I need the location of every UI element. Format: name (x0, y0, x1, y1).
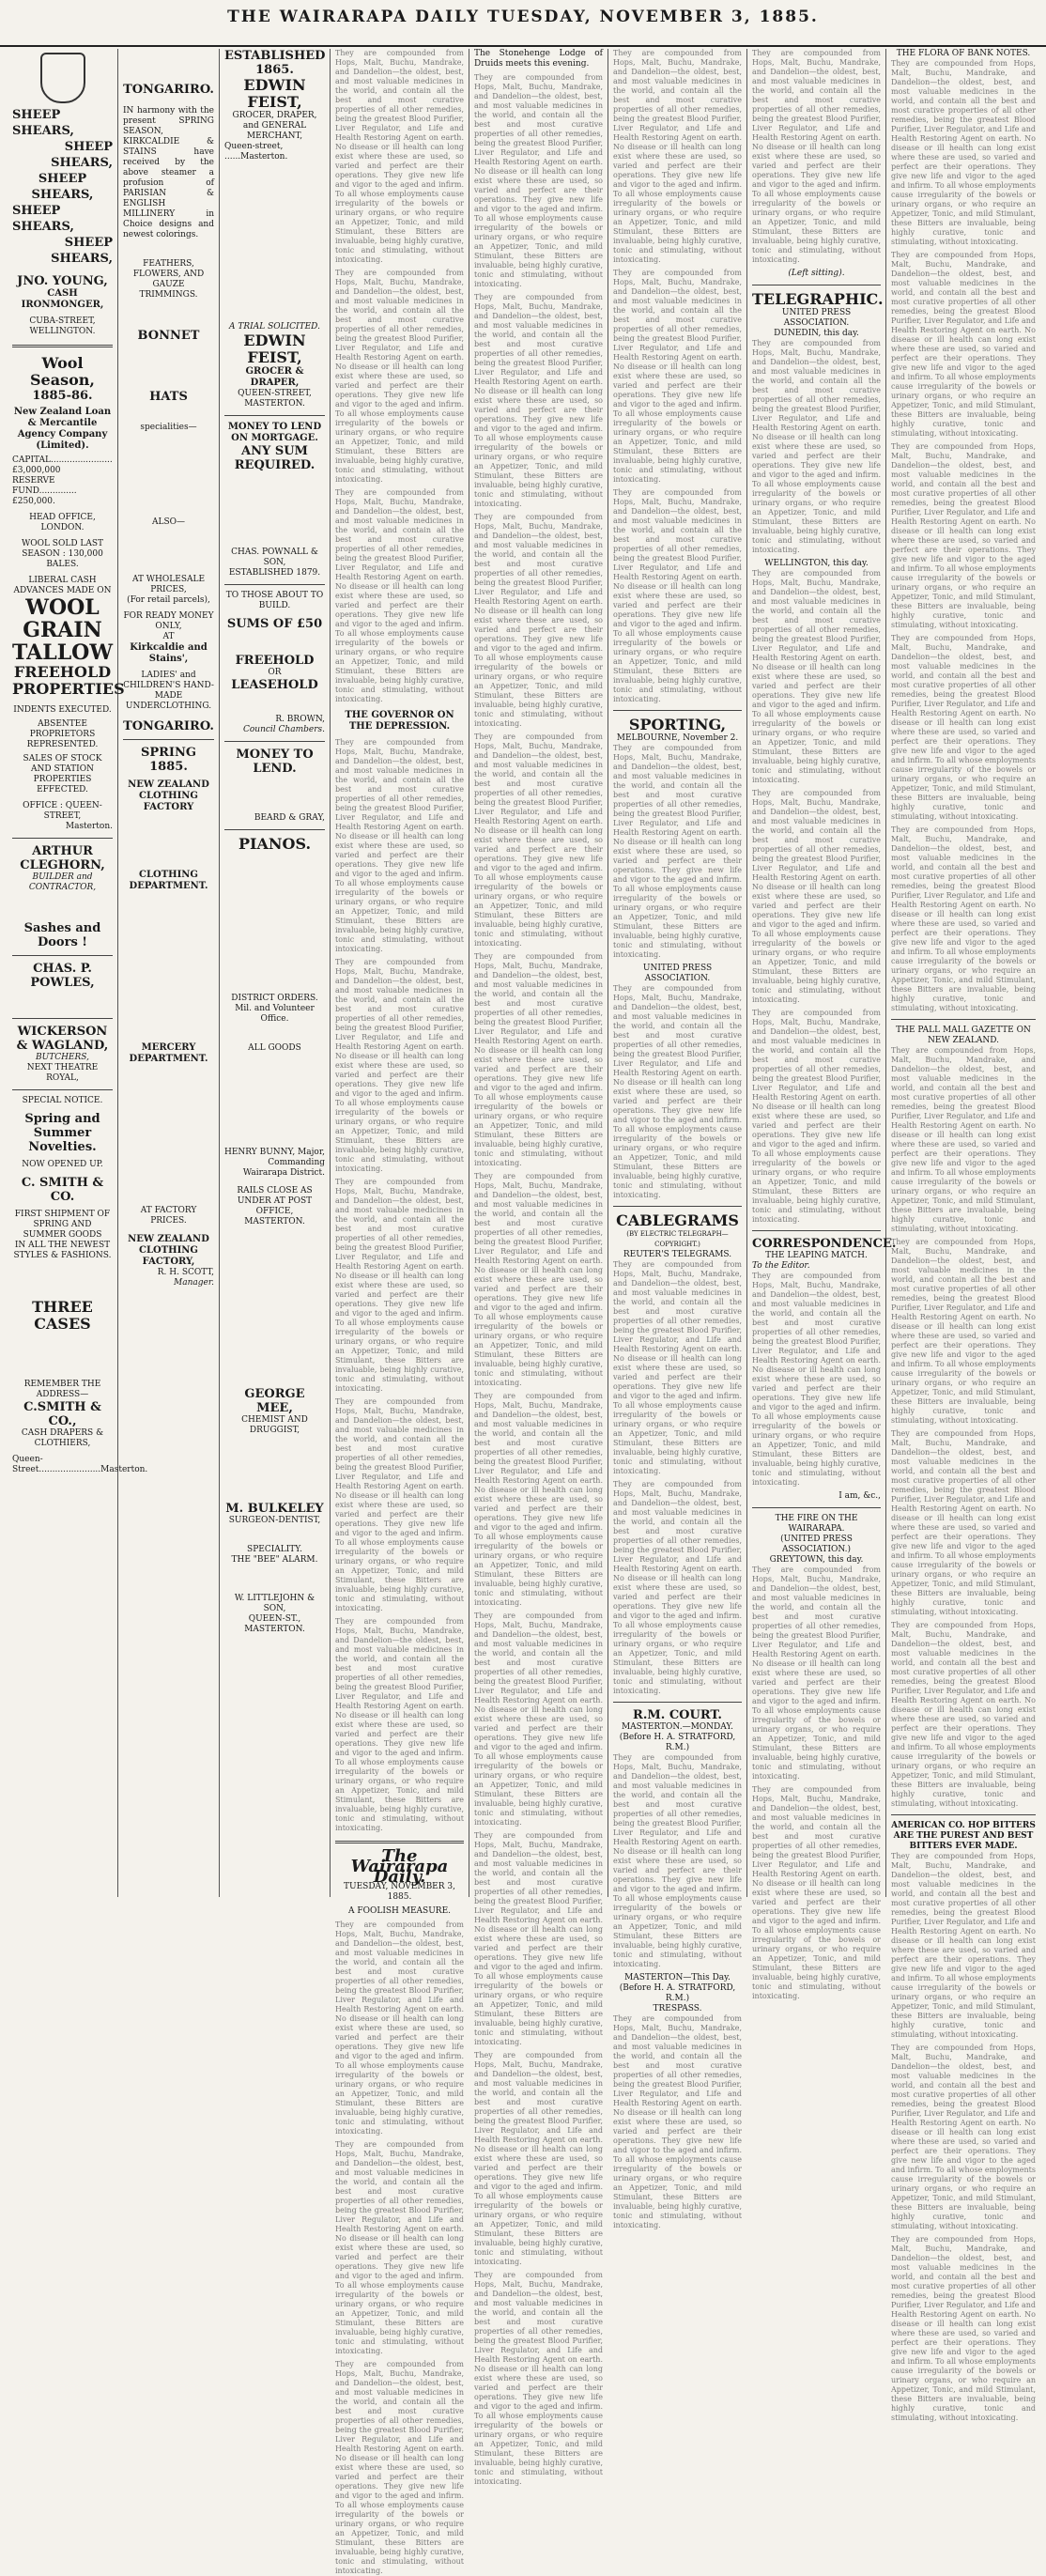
body-text: They are compounded from Hops, Malt, Buchu, Mandrake, and Dandelion—the oldest, best, and most valuable medicines in the world, and contain all the best and most curative properties of all other remedies, being the greatest Blood Purifier, Liver Regulator, and Life and Health Restoring Agent on earth. No disease or ill health can long exist where these are used, so varied and perfect are their operations. They give new life and vigor to the aged and infirm. To all whose employments cause irregularity of the bowels or urinary organs, or who require an Appetizer, Tonic, and mild Stimulant, these Bitters are invaluable, being highly curative, tonic and stimulating, without intoxicating. (474, 73, 603, 288)
page-title: THE WAIRARAPA DAILY TUESDAY, NOVEMBER 3, 1885. (227, 8, 819, 26)
divider (613, 1206, 742, 1207)
beard-gray: BEARD & GRAY, (254, 813, 325, 823)
volunteer-office: Mil. and Volunteer Office. (235, 1004, 315, 1024)
body-text: They are compounded from Hops, Malt, Buchu, Mandrake, and Dandelion—the oldest, best, and most valuable medicines in the world, and contain all the best and most curative properties of all other remedies, being the greatest Blood Purifier, Liver Regulator, and Life and Health Restoring Agent on earth. No disease or ill health can long exist where these are used, so varied and perfect are their operations. They give new life and vigor to the aged and infirm. To all whose employments cause irregularity of the bowels or urinary organs, or who require an Appetizer, Tonic, and mild Stimulant, these Bitters are invaluable, being highly curative, tonic and stimulating, without intoxicating. (891, 2044, 1036, 2230)
factory-prices: AT FACTORY PRICES. (140, 1206, 197, 1226)
body-text: They are compounded from Hops, Malt, Buchu, Mandrake, and Dandelion—the oldest, best, and most valuable medicines in the world, and contain all the best and most curative properties of all other remedies, being the greatest Blood Purifier, Liver Regulator, and Life and Health Restoring Agent on earth. No disease or ill health can long exist where these are used, so varied and perfect are their operations. They give new life and vigor to the aged and infirm. To all whose employments cause irregularity of the bowels or urinary organs, or who require an Appetizer, Tonic, and mild Stimulant, these Bitters are invaluable, being highly curative, tonic and stimulating, without intoxicating. (474, 2271, 603, 2486)
correspondence-heading: CORRESPONDENCE. (752, 1237, 897, 1251)
body-text: They are compounded from Hops, Malt, Buchu, Mandrake, and Dandelion—the oldest, best, and most valuable medicines in the world, and contain all the best and most curative properties of all other remedies, being the greatest Blood Purifier, Liver Regulator, and Life and Health Restoring Agent on earth. No disease or ill health can long exist where these are used, so varied and perfect are their operations. They give new life and vigor to the aged and infirm. To all whose employments cause irregularity of the bowels or urinary organs, or who require an Appetizer, Tonic, and mild Stimulant, these Bitters are invaluable, being highly curative, tonic and stimulating, without intoxicating. (613, 1753, 742, 1968)
body-text: They are compounded from Hops, Malt, Buchu, Mandrake, and Dandelion—the oldest, best, and most valuable medicines in the world, and contain all the best and most curative properties of all other remedies, being the greatest Blood Purifier, Liver Regulator, and Life and Health Restoring Agent on earth. No disease or ill health can long exist where these are used, so varied and perfect are their operations. They give new life and vigor to the aged and infirm. To all whose employments cause irregularity of the bowels or urinary organs, or who require an Appetizer, Tonic, and mild Stimulant, these Bitters are invaluable, being highly curative, tonic and stimulating, without intoxicating. (474, 293, 603, 508)
rails-close: RAILS CLOSE AS UNDER AT POST OFFICE, MASTERTON. (237, 1186, 313, 1226)
rm-court-heading: R.M. COURT. (633, 1708, 722, 1722)
grain-heading: GRAIN (23, 618, 102, 642)
feist-trade: GROCER, DRAPER, and GENERAL MERCHANT, (232, 111, 317, 141)
body-text: They are compounded from Hops, Malt, Buchu, Mandrake, and Dandelion—the oldest, best, and most valuable medicines in the world, and contain all the best and most curative properties of all other remedies, being the greatest Blood Purifier, Liver Regulator, and Life and Health Restoring Agent on earth. No disease or ill health can long exist where these are used, so varied and perfect are their operations. They give new life and vigor to the aged and infirm. To all whose employments cause irregularity of the bowels or urinary organs, or who require an Appetizer, Tonic, and mild Stimulant, these Bitters are invaluable, being highly curative, tonic and stimulating, without intoxicating. (752, 1009, 881, 1224)
pall-mall-heading: THE PALL MALL GAZETTE ON NEW ZEALAND. (896, 1026, 1031, 1045)
nzl-company: New Zealand Loan & Mercantile Agency Company (Limited). (13, 407, 112, 451)
column-2 (118, 49, 220, 1897)
divider (891, 1019, 1036, 1020)
body-text: They are compounded from Hops, Malt, Buchu, Mandrake, and Dandelion—the oldest, best, and most valuable medicines in the world, and contain all the best and most curative properties of all other remedies, being the greatest Blood Purifier, Liver Regulator, and Life and Health Restoring Agent on earth. No disease or ill health can long exist where these are used, so varied and perfect are their operations. They give new life and vigor to the aged and infirm. To all whose employments cause irregularity of the bowels or urinary organs, or who require an Appetizer, Tonic, and mild Stimulant, these Bitters are invaluable, being highly curative, tonic and stimulating, without intoxicating. (891, 1238, 1036, 1425)
body-text: They are compounded from Hops, Malt, Buchu, Mandrake, and Dandelion—the oldest, best, and most valuable medicines in the world, and contain all the best and most curative properties of all other remedies, being the greatest Blood Purifier, Liver Regulator, and Life and Health Restoring Agent on earth. No disease or ill health can long exist where these are used, so varied and perfect are their operations. They give new life and vigor to the aged and infirm. To all whose employments cause irregularity of the bowels or urinary organs, or who require an Appetizer, Tonic, and mild Stimulant, these Bitters are invaluable, being highly curative, tonic and stimulating, without intoxicating. (335, 2140, 464, 2355)
before-stratford-2: (Before H. A. STRATFORD, R.M.) (619, 1983, 736, 2003)
properties-heading: PROPERTIES (12, 680, 125, 698)
divider (613, 710, 742, 711)
wellington-dateline: WELLINGTON, this day. (764, 559, 869, 568)
reuters: REUTER'S TELEGRAMS. (623, 1250, 732, 1259)
freehold: FREEHOLD (235, 654, 315, 668)
sheep-shears-line: SHEEP SHEARS, (51, 140, 113, 170)
divider (224, 829, 325, 830)
capital: CAPITAL.......................£3,000,000 (12, 455, 113, 475)
body-text: They are compounded from Hops, Malt, Buchu, Mandrake, and Dandelion—the oldest, best, and most valuable medicines in the world, and contain all the best and most curative properties of all other remedies, being the greatest Blood Purifier, Liver Regulator, and Life and Health Restoring Agent on earth. No disease or ill health can long exist where these are used, so varied and perfect are their operations. They give new life and vigor to the aged and infirm. To all whose employments cause irregularity of the bowels or urinary organs, or who require an Appetizer, Tonic, and mild Stimulant, these Bitters are invaluable, being highly curative, tonic and stimulating, without intoxicating. (752, 1566, 881, 1781)
all-goods: ALL GOODS (248, 1043, 301, 1053)
body-text: They are compounded from Hops, Malt, Buchu, Mandrake, and Dandelion—the oldest, best, and most valuable medicines in the world, and contain all the best and most curative properties of all other remedies, being the greatest Blood Purifier, Liver Regulator, and Life and Health Restoring Agent on earth. No disease or ill health can long exist where these are used, so varied and perfect are their operations. They give new life and vigor to the aged and infirm. To all whose employments cause irregularity of the bowels or urinary organs, or who require an Appetizer, Tonic, and mild Stimulant, these Bitters are invaluable, being highly curative, tonic and stimulating, without intoxicating. (891, 1046, 1036, 1233)
body-text: They are compounded from Hops, Malt, Buchu, Mandrake, and Dandelion—the oldest, best, and most valuable medicines in the world, and contain all the best and most curative properties of all other remedies, being the greatest Blood Purifier, Liver Regulator, and Life and Health Restoring Agent on earth. No disease or ill health can long exist where these are used, so varied and perfect are their operations. They give new life and vigor to the aged and infirm. To all whose employments cause irregularity of the bowels or urinary organs, or who require an Appetizer, Tonic, and mild Stimulant, these Bitters are invaluable, being highly curative, tonic and stimulating, without intoxicating. (335, 738, 464, 953)
bulkeley: M. BULKELEY (225, 1502, 324, 1516)
divider (335, 1841, 464, 1843)
scott-name: R. H. SCOTT, (157, 1268, 214, 1277)
body-text: They are compounded from Hops, Malt, Buchu, Mandrake, and Dandelion—the oldest, best, and most valuable medicines in the world, and contain all the best and most curative properties of all other remedies, being the greatest Blood Purifier, Liver Regulator, and Life and Health Restoring Agent on earth. No disease or ill health can long exist where these are used, so varied and perfect are their operations. They give new life and vigor to the aged and infirm. To all whose employments cause irregularity of the bowels or urinary organs, or who require an Appetizer, Tonic, and mild Stimulant, these Bitters are invaluable, being highly curative, tonic and stimulating, without intoxicating. (474, 952, 603, 1167)
divider (224, 584, 325, 585)
column-8 (886, 49, 1040, 2422)
underclothing: UNDERCLOTHING. (125, 702, 212, 711)
body-text: They are compounded from Hops, Malt, Buchu, Mandrake, and Dandelion—the oldest, best, and most valuable medicines in the world, and contain all the best and most curative properties of all other remedies, being the greatest Blood Purifier, Liver Regulator, and Life and Health Restoring Agent on earth. No disease or ill health can long exist where these are used, so varied and perfect are their operations. They give new life and vigor to the aged and infirm. To all whose employments cause irregularity of the bowels or urinary organs, or who require an Appetizer, Tonic, and mild Stimulant, these Bitters are invaluable, being highly curative, tonic and stimulating, without intoxicating. (891, 442, 1036, 629)
wool-sold: WOOL SOLD LAST SEASON : 130,000 BALES. (21, 539, 104, 569)
retail-parcels: (For retail parcels), (127, 595, 210, 605)
manager: Manager. (173, 1278, 214, 1288)
hats-heading: HATS (149, 390, 188, 404)
leaping-match: THE LEAPING MATCH. (765, 1251, 868, 1260)
divider (752, 1230, 881, 1231)
body-text: They are compounded from Hops, Malt, Buchu, Mandrake, and Dandelion—the oldest, best, and most valuable medicines in the world, and contain all the best and most curative properties of all other remedies, being the greatest Blood Purifier, Liver Regulator, and Life and Health Restoring Agent on earth. No disease or ill health can long exist where these are used, so varied and perfect are their operations. They give new life and vigor to the aged and infirm. To all whose employments cause irregularity of the bowels or urinary organs, or who require an Appetizer, Tonic, and mild Stimulant, these Bitters are invaluable, being highly curative, tonic and stimulating, without intoxicating. (335, 2360, 464, 2575)
littlejohn: W. LITTLEJOHN & SON, (234, 1594, 315, 1613)
wholesale-prices: AT WHOLESALE PRICES, (131, 575, 206, 594)
body-text: They are compounded from Hops, Malt, Buchu, Mandrake, and Dandelion—the oldest, best, and most valuable medicines in the world, and contain all the best and most curative properties of all other remedies, being the greatest Blood Purifier, Liver Regulator, and Life and Health Restoring Agent on earth. No disease or ill health can long exist where these are used, so varied and perfect are their operations. They give new life and vigor to the aged and infirm. To all whose employments cause irregularity of the bowels or urinary organs, or who require an Appetizer, Tonic, and mild Stimulant, these Bitters are invaluable, being highly curative, tonic and stimulating, without intoxicating. (474, 1831, 603, 2046)
body-text: They are compounded from Hops, Malt, Buchu, Mandrake, and Dandelion—the oldest, best, and most valuable medicines in the world, and contain all the best and most curative properties of all other remedies, being the greatest Blood Purifier, Liver Regulator, and Life and Health Restoring Agent on earth. No disease or ill health can long exist where these are used, so varied and perfect are their operations. They give new life and vigor to the aged and infirm. To all whose employments cause irregularity of the bowels or urinary organs, or who require an Appetizer, Tonic, and mild Stimulant, these Bitters are invaluable, being highly curative, tonic and stimulating, without intoxicating. (335, 958, 464, 1173)
mercery-department: MERCERY DEPARTMENT. (129, 1042, 208, 1064)
divider (12, 838, 113, 839)
newspaper-page (8, 49, 1040, 2575)
those-about-to-build: TO THOSE ABOUT TO BUILD. (225, 591, 324, 610)
butchers: BUTCHERS, (36, 1053, 89, 1062)
wool-season-year: 1885-86. (32, 389, 93, 403)
specialities: specialities— (140, 423, 197, 432)
divider (12, 345, 113, 347)
money-to-lend-mortgage: MONEY TO LEND ON MORTGAGE. (227, 422, 322, 443)
feathers: FEATHERS, (143, 259, 194, 269)
body-text: They are compounded from Hops, Malt, Buchu, Mandrake, and Dandelion—the oldest, best, and most valuable medicines in the world, and contain all the best and most curative properties of all other remedies, being the greatest Blood Purifier, Liver Regulator, and Life and Health Restoring Agent on earth. No disease or ill health can long exist where these are used, so varied and perfect are their operations. They give new life and vigor to the aged and infirm. To all whose employments cause irregularity of the bowels or urinary organs, or who require an Appetizer, Tonic, and mild Stimulant, these Bitters are invaluable, being highly curative, tonic and stimulating, without intoxicating. (613, 49, 742, 264)
masterton: Masterton. (65, 822, 113, 831)
divider (224, 415, 325, 416)
district-orders: DISTRICT ORDERS. (231, 994, 318, 1003)
any-sum: ANY SUM REQUIRED. (234, 444, 315, 472)
body-text: They are compounded from Hops, Malt, Buchu, Mandrake, and Dandelion—the oldest, best, and most valuable medicines in the world, and contain all the best and most curative properties of all other remedies, being the greatest Blood Purifier, Liver Regulator, and Life and Health Restoring Agent on earth. No disease or ill health can long exist where these are used, so varied and perfect are their operations. They give new life and vigor to the aged and infirm. To all whose employments cause irregularity of the bowels or urinary organs, or who require an Appetizer, Tonic, and mild Stimulant, these Bitters are invaluable, being highly curative, tonic and stimulating, without intoxicating. (752, 1272, 881, 1487)
queen-street: Queen-Street.......................Masterton. (12, 1455, 148, 1474)
pownall-name: CHAS. POWNALL & SON, (231, 548, 318, 567)
masterton-this-day: MASTERTON—This Day. (624, 1973, 731, 1982)
sums-of: SUMS OF £50 (226, 617, 323, 631)
body-text: They are compounded from Hops, Malt, Buchu, Mandrake, and Dandelion—the oldest, best, and most valuable medicines in the world, and contain all the best and most curative properties of all other remedies, being the greatest Blood Purifier, Liver Regulator, and Life and Health Restoring Agent on earth. No disease or ill health can long exist where these are used, so varied and perfect are their operations. They give new life and vigor to the aged and infirm. To all whose employments cause irregularity of the bowels or urinary organs, or who require an Appetizer, Tonic, and mild Stimulant, these Bitters are invaluable, being highly curative, tonic and stimulating, without intoxicating. (335, 1397, 464, 1612)
sheep-shears-line: SHEEP SHEARS, (31, 172, 94, 202)
office: OFFICE : QUEEN-STREET, (23, 801, 102, 821)
first-shipment: FIRST SHIPMENT OF (14, 1210, 111, 1219)
body-text: They are compounded from Hops, Malt, Buchu, Mandrake, and Dandelion—the oldest, best, and most valuable medicines in the world, and contain all the best and most curative properties of all other remedies, being the greatest Blood Purifier, Liver Regulator, and Life and Health Restoring Agent on earth. No disease or ill health can long exist where these are used, so varied and perfect are their operations. They give new life and vigor to the aged and infirm. To all whose employments cause irregularity of the bowels or urinary organs, or who require an Appetizer, Tonic, and mild Stimulant, these Bitters are invaluable, being highly curative, tonic and stimulating, without intoxicating. (891, 251, 1036, 438)
clothing-department: CLOTHING DEPARTMENT. (129, 870, 208, 891)
or: OR (268, 668, 282, 677)
body-text: They are compounded from Hops, Malt, Buchu, Mandrake, and Dandelion—the oldest, best, and most valuable medicines in the world, and contain all the best and most curative properties of all other remedies, being the greatest Blood Purifier, Liver Regulator, and Life and Health Restoring Agent on earth. No disease or ill health can long exist where these are used, so varied and perfect are their operations. They give new life and vigor to the aged and infirm. To all whose employments cause irregularity of the bowels or urinary organs, or who require an Appetizer, Tonic, and mild Stimulant, these Bitters are invaluable, being highly curative, tonic and stimulating, without intoxicating. (474, 2051, 603, 2266)
body-text: They are compounded from Hops, Malt, Buchu, Mandrake, and Dandelion—the oldest, best, and most valuable medicines in the world, and contain all the best and most curative properties of all other remedies, being the greatest Blood Purifier, Liver Regulator, and Life and Health Restoring Agent on earth. No disease or ill health can long exist where these are used, so varied and perfect are their operations. They give new life and vigor to the aged and infirm. To all whose employments cause irregularity of the bowels or urinary organs, or who require an Appetizer, Tonic, and mild Stimulant, these Bitters are invaluable, being highly curative, tonic and stimulating, without intoxicating. (474, 513, 603, 728)
masthead (0, 0, 1046, 47)
column-5 (469, 49, 608, 2486)
freehold-heading: FREEHOLD (13, 663, 112, 681)
druids-note: The Stonehenge Lodge of Druids meets this evening. (474, 49, 603, 69)
trespass: TRESPASS. (653, 2004, 702, 2013)
nz-clothing-factory-2: NEW ZEALAND CLOTHING FACTORY, (128, 1234, 209, 1267)
body-text: They are compounded from Hops, Malt, Buchu, Mandrake, and Dandelion—the oldest, best, and most valuable medicines in the world, and contain all the best and most curative properties of all other remedies, being the greatest Blood Purifier, Liver Regulator, and Life and Health Restoring Agent on earth. No disease or ill health can long exist where these are used, so varied and perfect are their operations. They give new life and vigor to the aged and infirm. To all whose employments cause irregularity of the bowels or urinary organs, or who require an Appetizer, Tonic, and mild Stimulant, these Bitters are invaluable, being highly curative, tonic and stimulating, without intoxicating. (335, 269, 464, 484)
body-text: They are compounded from Hops, Malt, Buchu, Mandrake, and Dandelion—the oldest, best, and most valuable medicines in the world, and contain all the best and most curative properties of all other remedies, being the greatest Blood Purifier, Liver Regulator, and Life and Health Restoring Agent on earth. No disease or ill health can long exist where these are used, so varied and perfect are their operations. They give new life and vigor to the aged and infirm. To all whose employments cause irregularity of the bowels or urinary organs, or who require an Appetizer, Tonic, and mild Stimulant, these Bitters are invaluable, being highly curative, tonic and stimulating, without intoxicating. (613, 2014, 742, 2229)
body-text: They are compounded from Hops, Malt, Buchu, Mandrake, and Dandelion—the oldest, best, and most valuable medicines in the world, and contain all the best and most curative properties of all other remedies, being the greatest Blood Purifier, Liver Regulator, and Life and Health Restoring Agent on earth. No disease or ill health can long exist where these are used, so varied and perfect are their operations. They give new life and vigor to the aged and infirm. To all whose employments cause irregularity of the bowels or urinary organs, or who require an Appetizer, Tonic, and mild Stimulant, these Bitters are invaluable, being highly curative, tonic and stimulating, without intoxicating. (891, 59, 1036, 246)
nz-clothing-factory: NEW ZEALAND CLOTHING FACTORY (128, 779, 209, 812)
cash-drapers: CASH DRAPERS & CLOTHIERS, (21, 1428, 104, 1448)
telegraphic-heading: TELEGRAPHIC. (752, 290, 884, 308)
to-editor: To the Editor. (752, 1261, 810, 1271)
sheep-shears-line: SHEEP SHEARS, (51, 236, 113, 266)
three-cases: THREE CASES (32, 1298, 93, 1333)
divider (613, 1702, 742, 1703)
speciality: SPECIALITY. (247, 1545, 302, 1554)
body-text: They are compounded from Hops, Malt, Buchu, Mandrake, and Dandelion—the oldest, best, and most valuable medicines in the world, and contain all the best and most curative properties of all other remedies, being the greatest Blood Purifier, Liver Regulator, and Life and Health Restoring Agent on earth. No disease or ill health can long exist where these are used, so varied and perfect are their operations. They give new life and vigor to the aged and infirm. To all whose employments cause irregularity of the bowels or urinary organs, or who require an Appetizer, Tonic, and mild Stimulant, these Bitters are invaluable, being highly curative, tonic and stimulating, without intoxicating. (613, 1260, 742, 1475)
daily-title: The Wairarapa Daily. (350, 1846, 449, 1887)
head-office: HEAD OFFICE, LONDON. (29, 513, 96, 532)
greytown-dateline: GREYTOWN, this day. (769, 1555, 864, 1565)
body-text: They are compounded from Hops, Malt, Buchu, Mandrake, and Dandelion—the oldest, best, and most valuable medicines in the world, and contain all the best and most curative properties of all other remedies, being the greatest Blood Purifier, Liver Regulator, and Life and Health Restoring Agent on earth. No disease or ill health can long exist where these are used, so varied and perfect are their operations. They give new life and vigor to the aged and infirm. To all whose employments cause irregularity of the bowels or urinary organs, or who require an Appetizer, Tonic, and mild Stimulant, these Bitters are invaluable, being highly curative, tonic and stimulating, without intoxicating. (613, 744, 742, 959)
melbourne-dateline: MELBOURNE, November 2. (616, 733, 739, 743)
column-1 (8, 49, 148, 1897)
column-7 (747, 49, 897, 2000)
tongariro-heading: TONGARIRO. (123, 83, 214, 97)
trial-solicited: A TRIAL SOLICITED. (229, 322, 320, 332)
george-mee: GEORGE MEE, (244, 1387, 305, 1415)
body-text: They are compounded from Hops, Malt, Buchu, Mandrake, and Dandelion—the oldest, best, and most valuable medicines in the world, and contain all the best and most curative properties of all other remedies, being the greatest Blood Purifier, Liver Regulator, and Life and Health Restoring Agent on earth. No disease or ill health can long exist where these are used, so varied and perfect are their operations. They give new life and vigor to the aged and infirm. To all whose employments cause irregularity of the bowels or urinary organs, or who require an Appetizer, Tonic, and mild Stimulant, these Bitters are invaluable, being highly curative, tonic and stimulating, without intoxicating. (335, 1178, 464, 1393)
hop-bitters-heading: AMERICAN CO. HOP BITTERS ARE THE PUREST AND BEST BITTERS EVER MADE. (891, 1821, 1036, 1851)
wool-season-title: Wool Season, (30, 354, 95, 389)
upa-heading-2: (UNITED PRESS ASSOCIATION.) (780, 1535, 853, 1554)
tongariro-heading-2: TONGARIRO. (123, 719, 214, 733)
column-3 (220, 49, 331, 1897)
cleghorn-trade: BUILDER and CONTRACTOR, (28, 872, 97, 892)
ready-money: FOR READY MONEY ONLY, (123, 611, 214, 631)
body-text: They are compounded from Hops, Malt, Buchu, Mandrake, and Dandelion—the oldest, best, and most valuable medicines in the world, and contain all the best and most curative properties of all other remedies, being the greatest Blood Purifier, Liver Regulator, and Life and Health Restoring Agent on earth. No disease or ill health can long exist where these are used, so varied and perfect are their operations. They give new life and vigor to the aged and infirm. To all whose employments cause irregularity of the bowels or urinary organs, or who require an Appetizer, Tonic, and mild Stimulant, these Bitters are invaluable, being highly curative, tonic and stimulating, without intoxicating. (752, 1785, 881, 2000)
tallow-heading: TALLOW (12, 640, 114, 665)
left-sitting: (Left sitting). (788, 269, 845, 278)
sporting-heading: SPORTING, (628, 716, 727, 733)
fire-heading: THE FIRE ON THE WAIRARAPA. (775, 1514, 858, 1534)
cablegrams-heading: CABLEGRAMS (616, 1211, 739, 1229)
divider (123, 739, 214, 740)
body-text: They are compounded from Hops, Malt, Buchu, Mandrake, and Dandelion—the oldest, best, and most valuable medicines in the world, and contain all the best and most curative properties of all other remedies, being the greatest Blood Purifier, Liver Regulator, and Life and Health Restoring Agent on earth. No disease or ill health can long exist where these are used, so varied and perfect are their operations. They give new life and vigor to the aged and infirm. To all whose employments cause irregularity of the bowels or urinary organs, or who require an Appetizer, Tonic, and mild Stimulant, these Bitters are invaluable, being highly curative, tonic and stimulating, without intoxicating. (891, 825, 1036, 1012)
chemist: CHEMIST AND DRUGGIST, (241, 1415, 308, 1435)
body-text: They are compounded from Hops, Malt, Buchu, Mandrake, and Dandelion—the oldest, best, and most valuable medicines in the world, and contain all the best and most curative properties of all other remedies, being the greatest Blood Purifier, Liver Regulator, and Life and Health Restoring Agent on earth. No disease or ill health can long exist where these are used, so varied and perfect are their operations. They give new life and vigor to the aged and infirm. To all whose employments cause irregularity of the bowels or urinary organs, or who require an Appetizer, Tonic, and mild Stimulant, these Bitters are invaluable, being highly curative, tonic and stimulating, without intoxicating. (335, 488, 464, 703)
kirkcaldie: Kirkcaldie and Stains', (130, 642, 208, 664)
absentee: ABSENTEE PROPRIETORS REPRESENTED. (26, 719, 99, 749)
newest-styles: IN ALL THE NEWEST STYLES & FASHIONS. (13, 1241, 112, 1260)
smith-name: C. SMITH & CO. (21, 1176, 104, 1204)
smith-name-2: C.SMITH & CO., (23, 1400, 101, 1428)
bunny-name: HENRY BUNNY, Major, (224, 1148, 326, 1157)
upa-heading: UNITED PRESS ASSOCIATION. (642, 964, 713, 983)
body-text: They are compounded from Hops, Malt, Buchu, Mandrake, and Dandelion—the oldest, best, and most valuable medicines in the world, and contain all the best and most curative properties of all other remedies, being the greatest Blood Purifier, Liver Regulator, and Life and Health Restoring Agent on earth. No disease or ill health can long exist where these are used, so varied and perfect are their operations. They give new life and vigor to the aged and infirm. To all whose employments cause irregularity of the bowels or urinary organs, or who require an Appetizer, Tonic, and mild Stimulant, these Bitters are invaluable, being highly curative, tonic and stimulating, without intoxicating. (474, 733, 603, 948)
flowers: FLOWERS, AND GAUZE TRIMMINGS. (132, 270, 205, 300)
special-notice: SPECIAL NOTICE. (22, 1096, 103, 1105)
remember-address: REMEMBER THE ADDRESS— (23, 1380, 101, 1399)
flora-heading: THE FLORA OF BANK NOTES. (896, 49, 1031, 58)
divider (752, 1507, 881, 1508)
sheep-shears-line: SHEEP SHEARS, (12, 108, 74, 138)
body-text: They are compounded from Hops, Malt, Buchu, Mandrake, and Dandelion—the oldest, best, and most valuable medicines in the world, and contain all the best and most curative properties of all other remedies, being the greatest Blood Purifier, Liver Regulator, and Life and Health Restoring Agent on earth. No disease or ill health can long exist where these are used, so varied and perfect are their operations. They give new life and vigor to the aged and infirm. To all whose employments cause irregularity of the bowels or urinary organs, or who require an Appetizer, Tonic, and mild Stimulant, these Bitters are invaluable, being highly curative, tonic and stimulating, without intoxicating. (335, 49, 464, 264)
leasehold: LEASEHOLD (231, 678, 318, 692)
sashes-heading: Sashes and Doors ! (23, 921, 101, 949)
cleghorn-name: ARTHUR CLEGHORN, (20, 844, 105, 872)
governor-depression: THE GOVERNOR ON THE DEPRESSION. (345, 710, 454, 732)
body-text: They are compounded from Hops, Malt, Buchu, Mandrake, and Dandelion—the oldest, best, and most valuable medicines in the world, and contain all the best and most curative properties of all other remedies, being the greatest Blood Purifier, Liver Regulator, and Life and Health Restoring Agent on earth. No disease or ill health can long exist where these are used, so varied and perfect are their operations. They give new life and vigor to the aged and infirm. To all whose employments cause irregularity of the bowels or urinary organs, or who require an Appetizer, Tonic, and mild Stimulant, these Bitters are invaluable, being highly curative, tonic and stimulating, without intoxicating. (752, 789, 881, 1004)
column-6 (608, 49, 747, 2229)
foolish-measure: A FOOLISH MEASURE. (347, 1906, 451, 1916)
body-text: They are compounded from Hops, Malt, Buchu, Mandrake, and Dandelion—the oldest, best, and most valuable medicines in the world, and contain all the best and most curative properties of all other remedies, being the greatest Blood Purifier, Liver Regulator, and Life and Health Restoring Agent on earth. No disease or ill health can long exist where these are used, so varied and perfect are their operations. They give new life and vigor to the aged and infirm. To all whose employments cause irregularity of the bowels or urinary organs, or who require an Appetizer, Tonic, and mild Stimulant, these Bitters are invaluable, being highly curative, tonic and stimulating, without intoxicating. (752, 569, 881, 784)
tongariro-intro: IN harmony with the present SPRING SEASON, KIRKCALDIE & STAINS have received by the above steamer a profusion of PARISIAN & ENGLISH MILLINERY in Choice designs and newest colorings. (123, 106, 214, 239)
at: AT (162, 632, 175, 641)
cash-advances: LIBERAL CASH ADVANCES MADE ON (13, 576, 112, 595)
body-text: They are compounded from Hops, Malt, Buchu, Mandrake, and Dandelion—the oldest, best, and most valuable medicines in the world, and contain all the best and most curative properties of all other remedies, being the greatest Blood Purifier, Liver Regulator, and Life and Health Restoring Agent on earth. No disease or ill health can long exist where these are used, so varied and perfect are their operations. They give new life and vigor to the aged and infirm. To all whose employments cause irregularity of the bowels or urinary organs, or who require an Appetizer, Tonic, and mild Stimulant, these Bitters are invaluable, being highly curative, tonic and stimulating, without intoxicating. (335, 1617, 464, 1832)
also: ALSO— (151, 517, 186, 527)
feist-trade-2: GROCER & DRAPER, (245, 366, 304, 388)
coat-of-arms-icon (40, 53, 85, 103)
spring-1885: SPRING 1885. (140, 746, 197, 774)
daily-date: TUESDAY, NOVEMBER 3, 1885. (344, 1882, 455, 1902)
young-name: JNO. YOUNG, (17, 274, 108, 288)
divider (12, 1018, 113, 1019)
divider (891, 1814, 1036, 1815)
signoff: I am, &c., (838, 1491, 881, 1501)
body-text: They are compounded from Hops, Malt, Buchu, Mandrake, and Dandelion—the oldest, best, and most valuable medicines in the world, and contain all the best and most curative properties of all other remedies, being the greatest Blood Purifier, Liver Regulator, and Life and Health Restoring Agent on earth. No disease or ill health can long exist where these are used, so varied and perfect are their operations. They give new life and vigor to the aged and infirm. To all whose employments cause irregularity of the bowels or urinary organs, or who require an Appetizer, Tonic, and mild Stimulant, these Bitters are invaluable, being highly curative, tonic and stimulating, without intoxicating. (474, 1172, 603, 1387)
before-stratford: (Before H. A. STRATFORD, R.M.) (619, 1733, 736, 1752)
body-text: They are compounded from Hops, Malt, Buchu, Mandrake, and Dandelion—the oldest, best, and most valuable medicines in the world, and contain all the best and most curative properties of all other remedies, being the greatest Blood Purifier, Liver Regulator, and Life and Health Restoring Agent on earth. No disease or ill health can long exist where these are used, so varied and perfect are their operations. They give new life and vigor to the aged and infirm. To all whose employments cause irregularity of the bowels or urinary organs, or who require an Appetizer, Tonic, and mild Stimulant, these Bitters are invaluable, being highly curative, tonic and stimulating, without intoxicating. (335, 1920, 464, 2136)
bee-alarm: THE "BEE" ALARM. (231, 1555, 318, 1565)
commanding: Commanding Wairarapa District. (242, 1158, 325, 1178)
established: ESTABLISHED 1865. (224, 49, 326, 77)
money-to-lend: MONEY TO LEND. (236, 748, 314, 776)
surgeon-dentist: SURGEON-DENTIST, (228, 1516, 321, 1525)
sales-stock: SALES OF STOCK AND STATION PROPERTIES EFFECTED. (23, 754, 102, 794)
feist-address: Queen-street, ......Masterton. (224, 142, 288, 162)
body-text: They are compounded from Hops, Malt, Buchu, Mandrake, and Dandelion—the oldest, best, and most valuable medicines in the world, and contain all the best and most curative properties of all other remedies, being the greatest Blood Purifier, Liver Regulator, and Life and Health Restoring Agent on earth. No disease or ill health can long exist where these are used, so varied and perfect are their operations. They give new life and vigor to the aged and infirm. To all whose employments cause irregularity of the bowels or urinary organs, or who require an Appetizer, Tonic, and mild Stimulant, these Bitters are invaluable, being highly curative, tonic and stimulating, without intoxicating. (891, 634, 1036, 821)
established-1879: ESTABLISHED 1879. (228, 568, 321, 578)
body-text: They are compounded from Hops, Malt, Buchu, Mandrake, and Dandelion—the oldest, best, and most valuable medicines in the world, and contain all the best and most curative properties of all other remedies, being the greatest Blood Purifier, Liver Regulator, and Life and Health Restoring Agent on earth. No disease or ill health can long exist where these are used, so varied and perfect are their operations. They give new life and vigor to the aged and infirm. To all whose employments cause irregularity of the bowels or urinary organs, or who require an Appetizer, Tonic, and mild Stimulant, these Bitters are invaluable, being highly curative, tonic and stimulating, without intoxicating. (752, 49, 881, 264)
spring-novelties: Spring and Summer Novelties. (24, 1112, 100, 1154)
body-text: They are compounded from Hops, Malt, Buchu, Mandrake, and Dandelion—the oldest, best, and most valuable medicines in the world, and contain all the best and most curative properties of all other remedies, being the greatest Blood Purifier, Liver Regulator, and Life and Health Restoring Agent on earth. No disease or ill health can long exist where these are used, so varied and perfect are their operations. They give new life and vigor to the aged and infirm. To all whose employments cause irregularity of the bowels or urinary organs, or who require an Appetizer, Tonic, and mild Stimulant, these Bitters are invaluable, being highly curative, tonic and stimulating, without intoxicating. (613, 269, 742, 484)
wickerson-name: WICKERSON & WAGLAND, (16, 1025, 109, 1053)
electric-telegraph: (BY ELECTRIC TELEGRAPH—COPYRIGHT.) (626, 1230, 729, 1248)
feist-name-2: EDWIN FEIST, (243, 332, 306, 366)
divider (12, 1089, 113, 1090)
littlejohn-address: QUEEN-ST., MASTERTON. (244, 1614, 305, 1634)
indents: INDENTS EXECUTED. (13, 705, 112, 715)
pianos: PIANOS. (238, 835, 312, 853)
divider (12, 955, 113, 956)
feist-address-2: QUEEN-STREET, MASTERTON. (238, 389, 312, 409)
bonnet-heading: BONNET (137, 329, 200, 343)
brown-name: R. BROWN, (275, 715, 325, 724)
body-text: They are compounded from Hops, Malt, Buchu, Mandrake, and Dandelion—the oldest, best, and most valuable medicines in the world, and contain all the best and most curative properties of all other remedies, being the greatest Blood Purifier, Liver Regulator, and Life and Health Restoring Agent on earth. No disease or ill health can long exist where these are used, so varied and perfect are their operations. They give new life and vigor to the aged and infirm. To all whose employments cause irregularity of the bowels or urinary organs, or who require an Appetizer, Tonic, and mild Stimulant, these Bitters are invaluable, being highly curative, tonic and stimulating, without intoxicating. (474, 1392, 603, 1607)
young-address: CUBA-STREET, WELLINGTON. (29, 316, 96, 336)
wool-heading: WOOL (25, 595, 100, 620)
young-trade: CASH IRONMONGER, (21, 288, 104, 310)
body-text: They are compounded from Hops, Malt, Buchu, Mandrake, and Dandelion—the oldest, best, and most valuable medicines in the world, and contain all the best and most curative properties of all other remedies, being the greatest Blood Purifier, Liver Regulator, and Life and Health Restoring Agent on earth. No disease or ill health can long exist where these are used, so varied and perfect are their operations. They give new life and vigor to the aged and infirm. To all whose employments cause irregularity of the bowels or urinary organs, or who require an Appetizer, Tonic, and mild Stimulant, these Bitters are invaluable, being highly curative, tonic and stimulating, without intoxicating. (752, 339, 881, 554)
now-opened: NOW OPENED UP. (22, 1160, 103, 1169)
council-chambers: Council Chambers. (242, 725, 325, 734)
column-4 (331, 49, 469, 2575)
body-text: They are compounded from Hops, Malt, Buchu, Mandrake, and Dandelion—the oldest, best, and most valuable medicines in the world, and contain all the best and most curative properties of all other remedies, being the greatest Blood Purifier, Liver Regulator, and Life and Health Restoring Agent on earth. No disease or ill health can long exist where these are used, so varied and perfect are their operations. They give new life and vigor to the aged and infirm. To all whose employments cause irregularity of the bowels or urinary organs, or who require an Appetizer, Tonic, and mild Stimulant, these Bitters are invaluable, being highly curative, tonic and stimulating, without intoxicating. (891, 1621, 1036, 1808)
powles-name: CHAS. P. POWLES, (30, 962, 95, 990)
reserve-fund: RESERVE FUND..............£250,000. (12, 476, 77, 506)
dunedin-dateline: DUNEDIN, this day. (774, 329, 859, 338)
body-text: They are compounded from Hops, Malt, Buchu, Mandrake, and Dandelion—the oldest, best, and most valuable medicines in the world, and contain all the best and most curative properties of all other remedies, being the greatest Blood Purifier, Liver Regulator, and Life and Health Restoring Agent on earth. No disease or ill health can long exist where these are used, so varied and perfect are their operations. They give new life and vigor to the aged and infirm. To all whose employments cause irregularity of the bowels or urinary organs, or who require an Appetizer, Tonic, and mild Stimulant, these Bitters are invaluable, being highly curative, tonic and stimulating, without intoxicating. (891, 2235, 1036, 2422)
sheep-shears-line: SHEEP SHEARS, (12, 204, 74, 234)
spring-summer-goods: SPRING AND SUMMER GOODS (23, 1220, 102, 1240)
body-text: They are compounded from Hops, Malt, Buchu, Mandrake, and Dandelion—the oldest, best, and most valuable medicines in the world, and contain all the best and most curative properties of all other remedies, being the greatest Blood Purifier, Liver Regulator, and Life and Health Restoring Agent on earth. No disease or ill health can long exist where these are used, so varied and perfect are their operations. They give new life and vigor to the aged and infirm. To all whose employments cause irregularity of the bowels or urinary organs, or who require an Appetizer, Tonic, and mild Stimulant, these Bitters are invaluable, being highly curative, tonic and stimulating, without intoxicating. (613, 488, 742, 703)
masterton-monday: MASTERTON.—MONDAY. (621, 1722, 734, 1732)
ladies-children: LADIES' and CHILDREN'S HAND-MADE (123, 671, 214, 701)
body-text: They are compounded from Hops, Malt, Buchu, Mandrake, and Dandelion—the oldest, best, and most valuable medicines in the world, and contain all the best and most curative properties of all other remedies, being the greatest Blood Purifier, Liver Regulator, and Life and Health Restoring Agent on earth. No disease or ill health can long exist where these are used, so varied and perfect are their operations. They give new life and vigor to the aged and infirm. To all whose employments cause irregularity of the bowels or urinary organs, or who require an Appetizer, Tonic, and mild Stimulant, these Bitters are invaluable, being highly curative, tonic and stimulating, without intoxicating. (891, 1429, 1036, 1616)
feist-name: EDWIN FEIST, (243, 76, 306, 111)
divider (224, 741, 325, 742)
upa-heading: UNITED PRESS ASSOCIATION. (781, 308, 852, 328)
body-text: They are compounded from Hops, Malt, Buchu, Mandrake, and Dandelion—the oldest, best, and most valuable medicines in the world, and contain all the best and most curative properties of all other remedies, being the greatest Blood Purifier, Liver Regulator, and Life and Health Restoring Agent on earth. No disease or ill health can long exist where these are used, so varied and perfect are their operations. They give new life and vigor to the aged and infirm. To all whose employments cause irregularity of the bowels or urinary organs, or who require an Appetizer, Tonic, and mild Stimulant, these Bitters are invaluable, being highly curative, tonic and stimulating, without intoxicating. (474, 1612, 603, 1827)
body-text: They are compounded from Hops, Malt, Buchu, Mandrake, and Dandelion—the oldest, best, and most valuable medicines in the world, and contain all the best and most curative properties of all other remedies, being the greatest Blood Purifier, Liver Regulator, and Life and Health Restoring Agent on earth. No disease or ill health can long exist where these are used, so varied and perfect are their operations. They give new life and vigor to the aged and infirm. To all whose employments cause irregularity of the bowels or urinary organs, or who require an Appetizer, Tonic, and mild Stimulant, these Bitters are invaluable, being highly curative, tonic and stimulating, without intoxicating. (613, 984, 742, 1199)
body-text: They are compounded from Hops, Malt, Buchu, Mandrake, and Dandelion—the oldest, best, and most valuable medicines in the world, and contain all the best and most curative properties of all other remedies, being the greatest Blood Purifier, Liver Regulator, and Life and Health Restoring Agent on earth. No disease or ill health can long exist where these are used, so varied and perfect are their operations. They give new life and vigor to the aged and infirm. To all whose employments cause irregularity of the bowels or urinary organs, or who require an Appetizer, Tonic, and mild Stimulant, these Bitters are invaluable, being highly curative, tonic and stimulating, without intoxicating. (613, 1480, 742, 1695)
next-theatre: NEXT THEATRE ROYAL, (26, 1063, 99, 1083)
body-text: They are compounded from Hops, Malt, Buchu, Mandrake, and Dandelion—the oldest, best, and most valuable medicines in the world, and contain all the best and most curative properties of all other remedies, being the greatest Blood Purifier, Liver Regulator, and Life and Health Restoring Agent on earth. No disease or ill health can long exist where these are used, so varied and perfect are their operations. They give new life and vigor to the aged and infirm. To all whose employments cause irregularity of the bowels or urinary organs, or who require an Appetizer, Tonic, and mild Stimulant, these Bitters are invaluable, being highly curative, tonic and stimulating, without intoxicating. (891, 1852, 1036, 2039)
